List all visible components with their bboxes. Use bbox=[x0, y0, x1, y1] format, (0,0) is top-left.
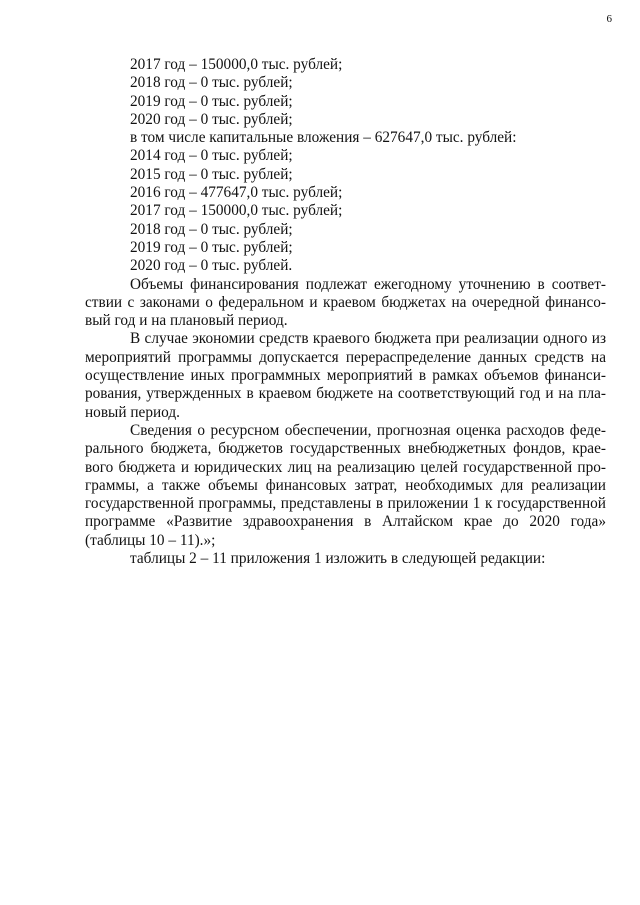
funding-line: 2018 год – 0 тыс. рублей; bbox=[130, 74, 293, 92]
capital-investment-line: в том числе капитальные вложения – 627647,0 тыс. рублей: bbox=[130, 129, 517, 147]
paragraph-tables-instruction: таблицы 2 – 11 приложения 1 изложить в следующей редакции: bbox=[130, 550, 546, 568]
page-number: 6 bbox=[606, 13, 612, 25]
document-body bbox=[85, 56, 606, 568]
paragraph-resource-info: Сведения о ресурсном обеспечении, прогнозная оценка расходов федерального бюджета, бюджетов государственных внебюджетных фондов, краевого бюджета и юридических лиц на реализацию целей государственной программы, а также объемы финансовых затрат, необходимых для реализации государственной программы, представлены в приложении 1 к государственной программе «Развитие здравоохранения в Алтайском крае до 2020 года» (таблицы 10 – 11).»; bbox=[85, 421, 606, 549]
paragraph-budget-savings: В случае экономии средств краевого бюджета при реализации одного из мероприятий программы допускается перераспределение данных средств на осуществление иных программных мероприятий в рамках объемов финансирования, утвержденных в краевом бюджете на соответствующий год и на плановый период. bbox=[85, 330, 606, 421]
funding-line: 2019 год – 0 тыс. рублей; bbox=[130, 92, 293, 110]
funding-line: 2017 год – 150000,0 тыс. рублей; bbox=[130, 202, 343, 220]
funding-line: 2020 год – 0 тыс. рублей; bbox=[130, 110, 293, 128]
funding-line: 2019 год – 0 тыс. рублей; bbox=[130, 238, 293, 256]
paragraph-funding-adjustment: Объемы финансирования подлежат ежегодному уточнению в соответствии с законами о федеральном и краевом бюджетах на очередной финансовый год и на плановый период. bbox=[85, 275, 606, 330]
funding-line: 2020 год – 0 тыс. рублей. bbox=[130, 257, 293, 275]
funding-line: 2017 год – 150000,0 тыс. рублей; bbox=[130, 56, 343, 73]
funding-line: 2014 год – 0 тыс. рублей; bbox=[130, 147, 293, 165]
funding-line: 2015 год – 0 тыс. рублей; bbox=[130, 165, 293, 183]
funding-line: 2016 год – 477647,0 тыс. рублей; bbox=[130, 184, 343, 202]
funding-line: 2018 год – 0 тыс. рублей; bbox=[130, 220, 293, 238]
